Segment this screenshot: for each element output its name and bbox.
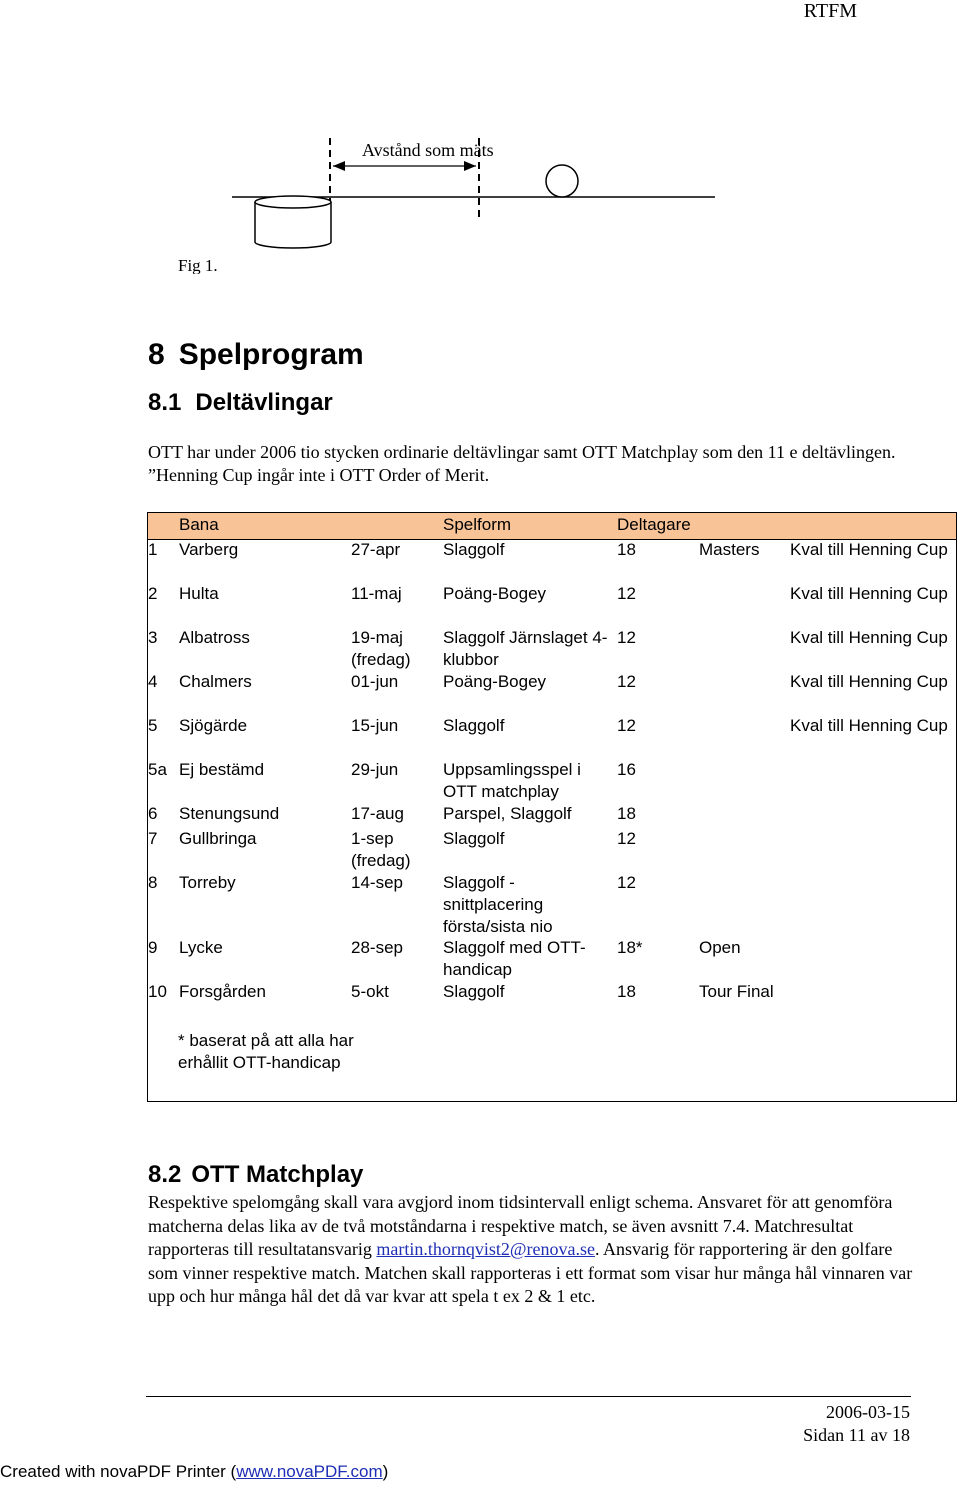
- cell-no: 7: [148, 829, 158, 848]
- cell-course: Hulta: [179, 584, 219, 603]
- cell-format: Slaggolf: [443, 540, 505, 559]
- cell-format: Slaggolf Järnslaget 4-klubbor: [443, 628, 608, 669]
- subsection-number: 8.1: [148, 389, 182, 416]
- cell-participants: 12: [617, 829, 636, 848]
- cell-no: 5: [148, 716, 158, 735]
- cell-participants: 18: [617, 982, 636, 1001]
- cell-format: Poäng-Bogey: [443, 584, 547, 603]
- cell-course: Sjögärde: [179, 716, 248, 735]
- ball-icon: [546, 165, 578, 197]
- cell-course: Albatross: [179, 628, 250, 647]
- table-footnote: * baserat på att alla har erhållit OTT-handicap: [178, 1031, 354, 1072]
- cell-participants: 12: [617, 873, 636, 892]
- printer-text: ): [382, 1462, 389, 1481]
- cup-rim: [255, 196, 331, 208]
- cell-participants: 18: [617, 804, 636, 823]
- subsection-heading-1: [148, 389, 333, 417]
- cell-format: Slaggolf - snittplacering första/sista nio: [443, 873, 553, 936]
- cell-date: 15-jun: [351, 716, 399, 735]
- cell-format: Parspel, Slaggolf: [443, 804, 572, 823]
- cell-no: 3: [148, 628, 158, 647]
- running-header: RTFM: [803, 0, 857, 22]
- cell-format: Slaggolf: [443, 982, 505, 1001]
- printer-link[interactable]: www.novaPDF.com: [236, 1462, 383, 1481]
- arrow-head-right: [464, 161, 476, 171]
- cell-course: Forsgården: [179, 982, 266, 1001]
- cell-date: 1-sep (fredag): [351, 829, 411, 870]
- header-format: Spelform: [443, 515, 512, 534]
- footer-page-number: Sidan 11 av 18: [803, 1425, 910, 1445]
- cell-format: Slaggolf: [443, 829, 505, 848]
- cell-note: Tour Final: [699, 982, 774, 1001]
- footer-date: 2006-03-15: [826, 1402, 910, 1422]
- section-heading: [148, 338, 364, 372]
- cell-date: 27-apr: [351, 540, 401, 559]
- cell-participants: 12: [617, 628, 636, 647]
- section-number: 8: [148, 338, 165, 371]
- cell-date: 17-aug: [351, 804, 404, 823]
- cell-no: 8: [148, 873, 158, 892]
- cell-format: Poäng-Bogey: [443, 672, 547, 691]
- subsection-number: 8.2: [148, 1161, 182, 1188]
- cell-qual: Kval till Henning Cup: [790, 672, 948, 691]
- section-title: Spelprogram: [178, 338, 364, 371]
- paragraph-text: Respektive spelomgång skall vara avgjord inom tidsintervall enligt schema. Ansvaret för att genomföra matcherna delas lika av de två motståndarna i respektive match, se även avsnitt 7.4. Matchresultat rapporteras till resultatansvarig: [148, 1192, 893, 1259]
- arrow-head-left: [333, 161, 345, 171]
- cell-date: 28-sep: [351, 938, 403, 957]
- footer-divider: [146, 1396, 911, 1397]
- table-header-row: [148, 513, 956, 539]
- subsection-title: OTT Matchplay: [191, 1161, 364, 1188]
- cell-participants: 16: [617, 760, 636, 779]
- cell-format: Uppsamlingsspel i OTT matchplay: [443, 760, 581, 801]
- paragraph-text: . Ansvarig för rapportering är den golfare som vinner respektive match. Matchen skall rapporteras i ett format som visar hur många hål vinnaren var upp och hur många hål det då var kvar att spela t ex 2 & 1 etc.: [148, 1239, 913, 1306]
- cell-no: 6: [148, 804, 158, 823]
- cell-course: Gullbringa: [179, 829, 257, 848]
- cell-course: Ej bestämd: [179, 760, 265, 779]
- figure-caption: Fig 1.: [178, 256, 218, 274]
- cell-no: 9: [148, 938, 158, 957]
- printer-text: Created with novaPDF Printer (: [0, 1462, 237, 1481]
- cell-participants: 12: [617, 716, 636, 735]
- cell-note: Masters: [699, 540, 760, 559]
- cell-participants: 12: [617, 584, 636, 603]
- subsection-title: Deltävlingar: [195, 389, 333, 416]
- cell-note: Open: [699, 938, 741, 957]
- printer-watermark: [0, 1462, 388, 1482]
- matchplay-paragraph: [148, 1191, 918, 1309]
- cell-no: 10: [148, 982, 167, 1001]
- cell-date: 01-jun: [351, 672, 399, 691]
- distance-figure: [150, 130, 750, 278]
- cell-participants: 18: [617, 540, 636, 559]
- figure-label: Avstånd som mäts: [362, 140, 494, 160]
- header-participants: Deltagare: [617, 515, 691, 534]
- cell-format: Slaggolf: [443, 716, 505, 735]
- cell-date: 5-okt: [351, 982, 389, 1001]
- cell-course: Stenungsund: [179, 804, 280, 823]
- cell-qual: Kval till Henning Cup: [790, 584, 948, 603]
- cup-icon: [255, 202, 331, 248]
- cell-date: 11-maj: [351, 584, 402, 603]
- cell-date: 14-sep: [351, 873, 403, 892]
- cell-participants: 12: [617, 672, 636, 691]
- intro-paragraph: OTT har under 2006 tio stycken ordinarie deltävlingar samt OTT Matchplay som den 11 e deltävlingen. ”Henning Cup ingår inte i OTT Order of Merit.: [148, 442, 896, 485]
- cell-no: 4: [148, 672, 158, 691]
- cell-course: Lycke: [179, 938, 223, 957]
- cell-qual: Kval till Henning Cup: [790, 716, 948, 735]
- cell-course: Torreby: [179, 873, 236, 892]
- cell-course: Chalmers: [179, 672, 252, 691]
- cell-qual: Kval till Henning Cup: [790, 540, 948, 559]
- cell-date: 29-jun: [351, 760, 399, 779]
- cell-no: 2: [148, 584, 158, 603]
- cell-format: Slaggolf med OTT-handicap: [443, 938, 586, 979]
- header-course: Bana: [179, 515, 219, 534]
- subsection-heading-2: [148, 1161, 363, 1189]
- cell-no: 5a: [148, 760, 167, 779]
- cell-course: Varberg: [179, 540, 239, 559]
- cell-participants: 18*: [617, 938, 643, 957]
- cell-no: 1: [148, 540, 158, 559]
- cell-qual: Kval till Henning Cup: [790, 628, 948, 647]
- email-link[interactable]: martin.thornqvist2@renova.se: [376, 1239, 595, 1259]
- cell-date: 19-maj (fredag): [351, 628, 411, 669]
